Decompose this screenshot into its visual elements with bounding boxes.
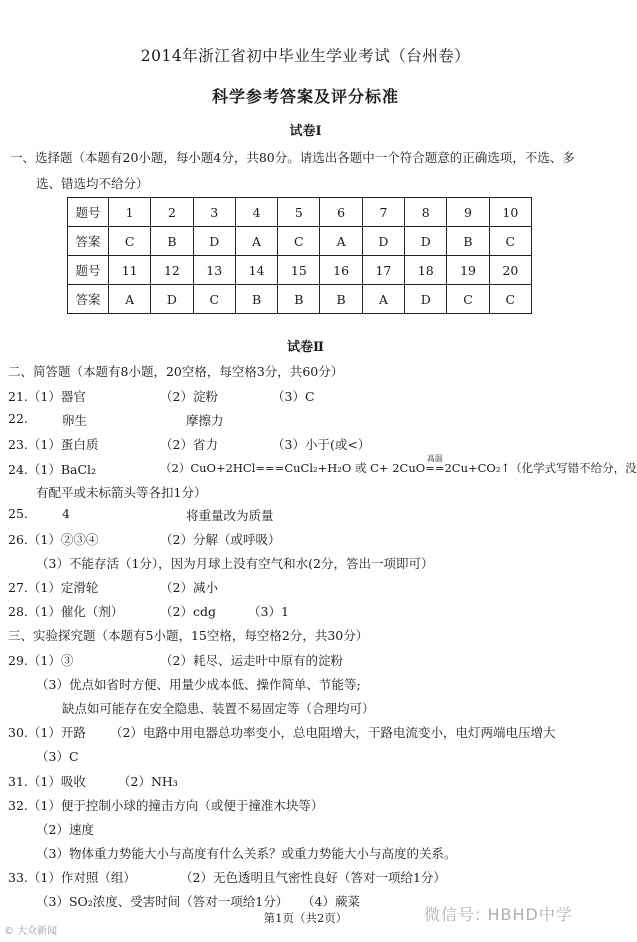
- answer-cell: D: [193, 227, 235, 256]
- answer-cell: D: [151, 285, 193, 314]
- q30-part1: 30.（1）开路: [8, 725, 86, 740]
- answer-cell: A: [235, 227, 277, 256]
- watermark-left: © 大众新闻: [4, 926, 58, 937]
- section-one-line-2: 选、错选均不给分）: [36, 176, 149, 191]
- section-one-line-1: 一、选择题（本题有20小题，每小题4分，共80分。请选出各题中一个符合题意的正确选项，不选、多: [10, 150, 575, 165]
- q24-note: 有配平或未标箭头等各扣1分）: [36, 485, 207, 500]
- question-number-cell: 18: [405, 256, 447, 285]
- table-row: [68, 256, 532, 285]
- q24-equation-left: （2）CuO+2HCl===CuCl₂+H₂O 或 C+ 2CuO: [160, 461, 426, 475]
- q33-part1: 33.（1）作对照（组）: [8, 870, 136, 885]
- paper-one-heading: 试卷Ⅰ: [289, 124, 322, 139]
- row-label-number: 题号: [68, 198, 109, 227]
- q22-number: 22.: [8, 411, 28, 426]
- answer-cell: C: [489, 227, 531, 256]
- answer-cell: B: [235, 285, 277, 314]
- q25-part2: 将重量改为质量: [186, 508, 274, 523]
- q27-part2: （2）减小: [160, 580, 218, 595]
- question-number-cell: 3: [193, 198, 235, 227]
- question-number-cell: 1: [109, 198, 151, 227]
- q25-part1: 4: [62, 506, 70, 521]
- q32-part3: （3）物体重力势能大小与高度有什么关系？或重力势能大小与高度的关系。: [36, 846, 457, 861]
- answer-cell: C: [489, 285, 531, 314]
- question-number-cell: 13: [193, 256, 235, 285]
- q31-part1: 31.（1）吸收: [8, 774, 86, 789]
- q27-part1: 27.（1）定滑轮: [8, 580, 99, 595]
- question-number-cell: 11: [109, 256, 151, 285]
- question-number-cell: 14: [235, 256, 277, 285]
- q26-part1: 26.（1）②③④: [8, 532, 99, 547]
- answer-cell: B: [278, 285, 320, 314]
- q28-part1: 28.（1）催化（剂）: [8, 604, 124, 619]
- answer-cell: D: [405, 285, 447, 314]
- q26-part2: （2）分解（或呼吸）: [160, 532, 281, 547]
- reaction-sign: ==: [425, 461, 445, 475]
- question-number-cell: 2: [151, 198, 193, 227]
- q25-number: 25.: [8, 506, 28, 521]
- answer-cell: B: [151, 227, 193, 256]
- row-label-answer: 答案: [68, 227, 109, 256]
- question-number-cell: 10: [489, 198, 531, 227]
- reaction-condition: [425, 454, 445, 475]
- q29-part1: 29.（1）③: [8, 653, 74, 668]
- q23-part2: （2）省力: [160, 437, 218, 452]
- q29-part2: （2）耗尽、运走叶中原有的淀粉: [160, 653, 343, 668]
- q31-part2: （2）NH₃: [118, 774, 178, 789]
- watermark-right: 微信号: HBHD中学: [424, 905, 573, 924]
- answer-cell: B: [447, 227, 489, 256]
- answer-cell: C: [193, 285, 235, 314]
- paper-two-heading: 试卷Ⅱ: [287, 340, 324, 355]
- answer-cell: A: [109, 285, 151, 314]
- q29-part3: （3）优点如省时方便、用量少成本低、操作简单、节能等;: [36, 677, 361, 692]
- section-two-heading: 二、简答题（本题有8小题，20空格，每空格3分，共60分）: [8, 364, 344, 379]
- question-number-cell: 15: [278, 256, 320, 285]
- table-row: [68, 285, 532, 314]
- answer-cell: C: [447, 285, 489, 314]
- answer-cell: A: [320, 227, 362, 256]
- row-label-number: 题号: [68, 256, 109, 285]
- q28-part2: （2）cdg: [160, 604, 216, 619]
- q21-part2: （2）淀粉: [160, 389, 218, 404]
- q24-part2: [160, 454, 637, 476]
- row-label-answer: 答案: [68, 285, 109, 314]
- question-number-cell: 7: [362, 198, 404, 227]
- q22-part1: 卵生: [62, 413, 88, 428]
- table-row: [68, 227, 532, 256]
- page-footer: 第1页（共2页）: [263, 911, 348, 925]
- table-row: [68, 198, 532, 227]
- answer-cell: C: [278, 227, 320, 256]
- answer-table: [67, 197, 532, 314]
- question-number-cell: 8: [405, 198, 447, 227]
- exam-title: 2014年浙江省初中毕业生学业考试（台州卷）: [140, 47, 471, 65]
- question-number-cell: 19: [447, 256, 489, 285]
- q29-part3-cont: 缺点如可能存在安全隐患、装置不易固定等（合理均可）: [62, 701, 375, 716]
- q32-part2: （2）速度: [36, 822, 94, 837]
- condition-label: 高温: [426, 454, 443, 463]
- answer-cell: A: [362, 285, 404, 314]
- answer-cell: B: [320, 285, 362, 314]
- exam-subtitle: 科学参考答案及评分标准: [211, 87, 399, 106]
- q21-part1: 21.（1）器官: [8, 389, 86, 404]
- question-number-cell: 17: [362, 256, 404, 285]
- q24-part1: 24.（1）BaCl₂: [8, 462, 97, 477]
- answer-cell: D: [405, 227, 447, 256]
- question-number-cell: 16: [320, 256, 362, 285]
- question-number-cell: 20: [489, 256, 531, 285]
- q28-part3: （3）1: [248, 604, 289, 619]
- q22-part2: 摩擦力: [186, 413, 224, 428]
- question-number-cell: 5: [278, 198, 320, 227]
- section-three-heading: 三、实验探究题（本题有5小题，15空格，每空格2分，共30分）: [8, 628, 369, 643]
- q33-part2: （2）无色透明且气密性良好（答对一项给1分）: [180, 870, 446, 885]
- q21-part3: （3）C: [272, 389, 315, 404]
- question-number-cell: 4: [235, 198, 277, 227]
- q26-part3: （3）不能存活（1分），因为月球上没有空气和水(2分，答出一项即可）: [36, 556, 434, 571]
- question-number-cell: 6: [320, 198, 362, 227]
- q30-part2: （2）电路中用电器总功率变小，总电阻增大，干路电流变小，电灯两端电压增大: [110, 725, 556, 740]
- q23-part1: 23.（1）蛋白质: [8, 437, 99, 452]
- q33-part3: （3）SO₂浓度、受害时间（答对一项给1分）: [36, 894, 289, 909]
- answer-cell: D: [362, 227, 404, 256]
- q23-part3: （3）小于(或<）: [272, 437, 371, 452]
- question-number-cell: 9: [447, 198, 489, 227]
- answer-cell: C: [109, 227, 151, 256]
- q33-part4: （4）蕨菜: [302, 894, 360, 909]
- question-number-cell: 12: [151, 256, 193, 285]
- q24-equation-right: 2Cu+CO₂↑（化学式写错不给分，没: [444, 461, 637, 475]
- q30-part3: （3）C: [36, 749, 79, 764]
- q32-part1: 32.（1）便于控制小球的撞击方向（或便于撞准木块等）: [8, 798, 324, 813]
